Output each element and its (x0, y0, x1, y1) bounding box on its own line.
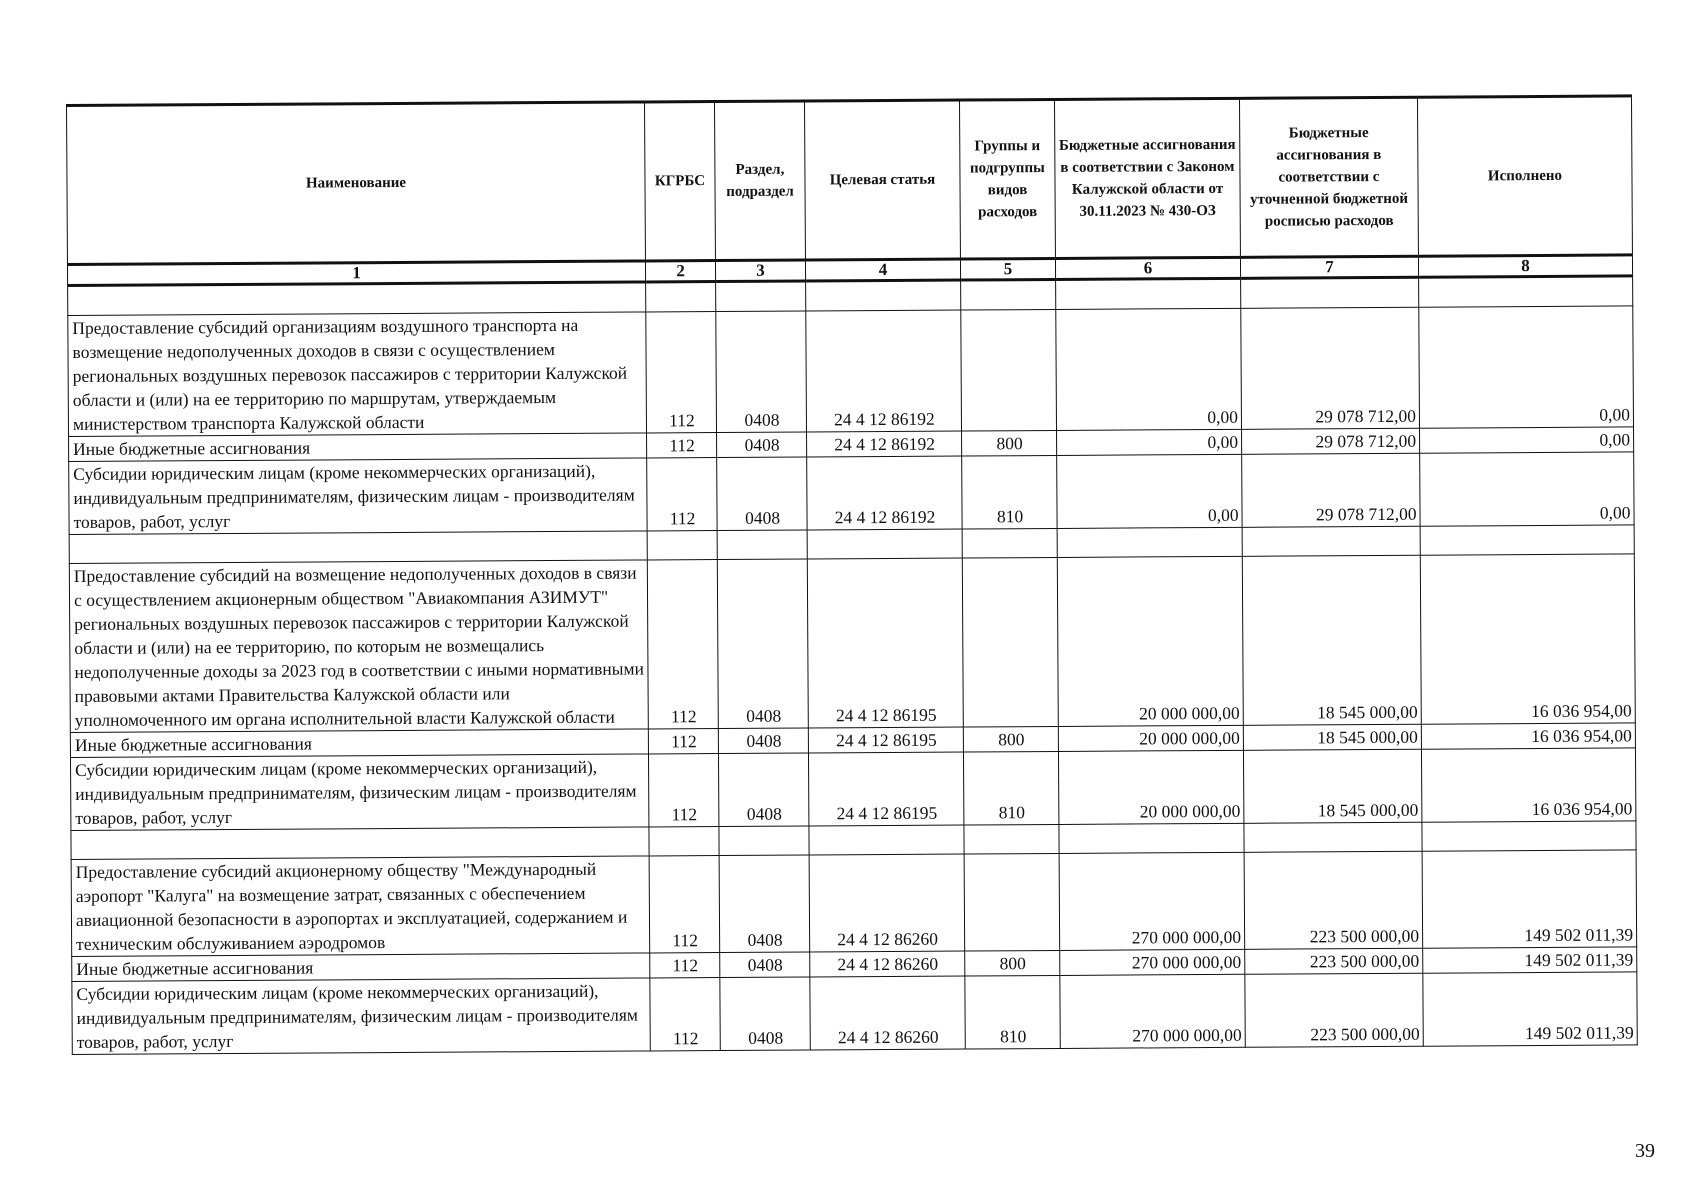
table-row (72, 972, 1637, 1055)
header-kgrbs: КГРБС (644, 102, 715, 261)
budget-table (66, 94, 1638, 1055)
row-kgrbs: 112 (647, 560, 718, 729)
column-number: 6 (1055, 257, 1240, 279)
row-kgrbs: 112 (647, 458, 717, 531)
row-rospis: 29 078 712,00 (1242, 428, 1420, 454)
table-row (69, 554, 1635, 733)
row-ispolneno: 16 036 954,00 (1420, 554, 1635, 724)
row-name: Предоставление субсидий организациям воздушного транспорта на возмещение недополученных доходов в связи с осуществлением региональных воздушных перевозок пассажиров с территории Калужской области и (или) на ее территорию по маршрутам, утверждаемым министерством транспорта Калужской области (68, 312, 647, 437)
row-tselevaya: 24 4 12 86192 (807, 456, 962, 530)
row-rospis: 223 500 000,00 (1245, 948, 1423, 974)
row-vid: 800 (965, 950, 1060, 976)
row-kgrbs: 112 (648, 754, 718, 827)
row-ispolneno: 16 036 954,00 (1421, 748, 1635, 822)
row-name: Иные бюджетные ассигнования (70, 729, 648, 758)
row-ispolneno: 149 502 011,39 (1423, 972, 1637, 1046)
row-zakon: 270 000 000,00 (1059, 852, 1245, 950)
table-row (70, 748, 1635, 831)
column-number: 4 (805, 259, 960, 281)
column-number: 8 (1418, 255, 1632, 277)
row-kgrbs: 112 (650, 953, 720, 978)
row-vid (961, 309, 1057, 431)
row-rospis: 18 545 000,00 (1242, 555, 1421, 725)
header-tselevaya: Целевая статья (804, 100, 960, 260)
header-razdel: Раздел, подраздел (714, 101, 805, 261)
row-vid: 810 (962, 455, 1057, 529)
header-gruppy: Группы и подгруппы видов расходов (959, 99, 1055, 259)
row-name: Предоставление субсидий акционерному обществу "Международный аэропорт "Калуга" на возмещение затрат, связанных с обеспечением авиационной безопасности в аэропортах и эксплуатацией, содержанием и техническим обслуживанием аэродромов (71, 856, 650, 957)
row-zakon: 20 000 000,00 (1058, 750, 1243, 824)
table-body (68, 276, 1638, 1055)
row-zakon: 20 000 000,00 (1058, 725, 1243, 751)
header-ispolneno: Исполнено (1417, 96, 1632, 256)
table-row (69, 452, 1634, 535)
row-ispolneno: 149 502 011,39 (1422, 850, 1637, 948)
row-rospis: 29 078 712,00 (1241, 307, 1420, 429)
table-header (67, 96, 1633, 286)
page-number: 39 (1635, 1140, 1655, 1162)
column-number: 2 (645, 261, 715, 282)
column-number: 3 (715, 260, 805, 282)
row-ispolneno: 16 036 954,00 (1421, 723, 1635, 749)
row-kgrbs: 112 (648, 729, 718, 754)
column-number: 5 (960, 258, 1055, 280)
row-zakon: 0,00 (1057, 429, 1242, 455)
row-razdel: 0408 (716, 311, 807, 433)
row-razdel: 0408 (718, 728, 808, 754)
row-razdel: 0408 (720, 977, 810, 1051)
row-ispolneno: 0,00 (1419, 306, 1634, 428)
row-kgrbs: 112 (647, 433, 717, 458)
row-tselevaya: 24 4 12 86195 (808, 727, 963, 753)
row-name: Предоставление субсидий на возмещение недополученных доходов в связи с осуществлением акционерным обществом "Авиакомпания АЗИМУТ" региональных воздушных перевозок пассажиров с территории Калужской области и (или) на ее территорию, по которым не возмещались недополученные доходы за 2023 год в соответствии с иными нормативными правовыми актами Правительства Калужской области или уполномоченного им органа исполнительной власти Калужской области (69, 560, 648, 733)
row-tselevaya: 24 4 12 86260 (809, 854, 965, 952)
row-zakon: 20 000 000,00 (1057, 556, 1243, 726)
row-tselevaya: 24 4 12 86260 (810, 951, 965, 977)
row-vid: 810 (965, 975, 1060, 1049)
column-number: 7 (1240, 256, 1418, 278)
row-name: Субсидии юридическим лицам (кроме некоммерческих организаций), индивидуальным предпринимателям, физическим лицам - производителям товаров, работ, услуг (72, 978, 650, 1055)
row-name: Иные бюджетные ассигнования (69, 433, 647, 462)
row-razdel: 0408 (717, 559, 808, 729)
row-rospis: 18 545 000,00 (1243, 724, 1421, 750)
row-zakon: 0,00 (1057, 454, 1242, 528)
row-vid (964, 853, 1060, 951)
row-name: Субсидии юридическим лицам (кроме некоммерческих организаций), индивидуальным предпринимателям, физическим лицам - производителям товаров, работ, услуг (69, 458, 647, 535)
budget-table-sheet (66, 94, 1637, 1055)
row-tselevaya: 24 4 12 86195 (807, 558, 963, 728)
row-name: Субсидии юридическим лицам (кроме некоммерческих организаций), индивидуальным предпринимателям, физическим лицам - производителям товаров, работ, услуг (70, 754, 648, 831)
row-tselevaya: 24 4 12 86192 (806, 310, 962, 432)
row-zakon: 0,00 (1056, 308, 1242, 430)
row-tselevaya: 24 4 12 86192 (807, 431, 962, 457)
row-tselevaya: 24 4 12 86260 (810, 976, 965, 1050)
row-razdel: 0408 (719, 855, 810, 953)
row-kgrbs: 112 (646, 312, 717, 433)
row-rospis: 29 078 712,00 (1242, 453, 1420, 527)
header-zakon: Бюджетные ассигнования в соответствии с Законом Калужской области от 30.11.2023 № 430-ОЗ (1054, 98, 1240, 258)
row-razdel: 0408 (717, 432, 807, 458)
row-tselevaya: 24 4 12 86195 (808, 752, 963, 826)
row-name: Иные бюджетные ассигнования (72, 953, 650, 982)
row-zakon: 270 000 000,00 (1060, 949, 1245, 975)
row-kgrbs: 112 (650, 978, 720, 1051)
row-vid: 810 (963, 751, 1058, 825)
row-ispolneno: 0,00 (1420, 452, 1634, 526)
row-rospis: 223 500 000,00 (1245, 973, 1423, 1047)
column-number: 1 (67, 261, 645, 286)
row-rospis: 18 545 000,00 (1243, 749, 1421, 823)
header-name: Наименование (67, 102, 646, 265)
row-vid: 800 (963, 726, 1058, 752)
row-razdel: 0408 (718, 753, 808, 827)
row-rospis: 223 500 000,00 (1244, 851, 1423, 949)
row-razdel: 0408 (720, 952, 810, 978)
row-ispolneno: 0,00 (1420, 427, 1634, 453)
row-ispolneno: 149 502 011,39 (1423, 947, 1637, 973)
row-kgrbs: 112 (649, 856, 720, 953)
row-vid: 800 (962, 430, 1057, 456)
row-zakon: 270 000 000,00 (1060, 974, 1245, 1048)
row-vid (962, 557, 1058, 727)
header-rospis: Бюджетные ассигнования в соответствии с уточненной бюджетной росписью расходов (1239, 97, 1418, 257)
table-row (68, 306, 1634, 437)
row-razdel: 0408 (717, 457, 807, 531)
table-row (71, 850, 1637, 957)
